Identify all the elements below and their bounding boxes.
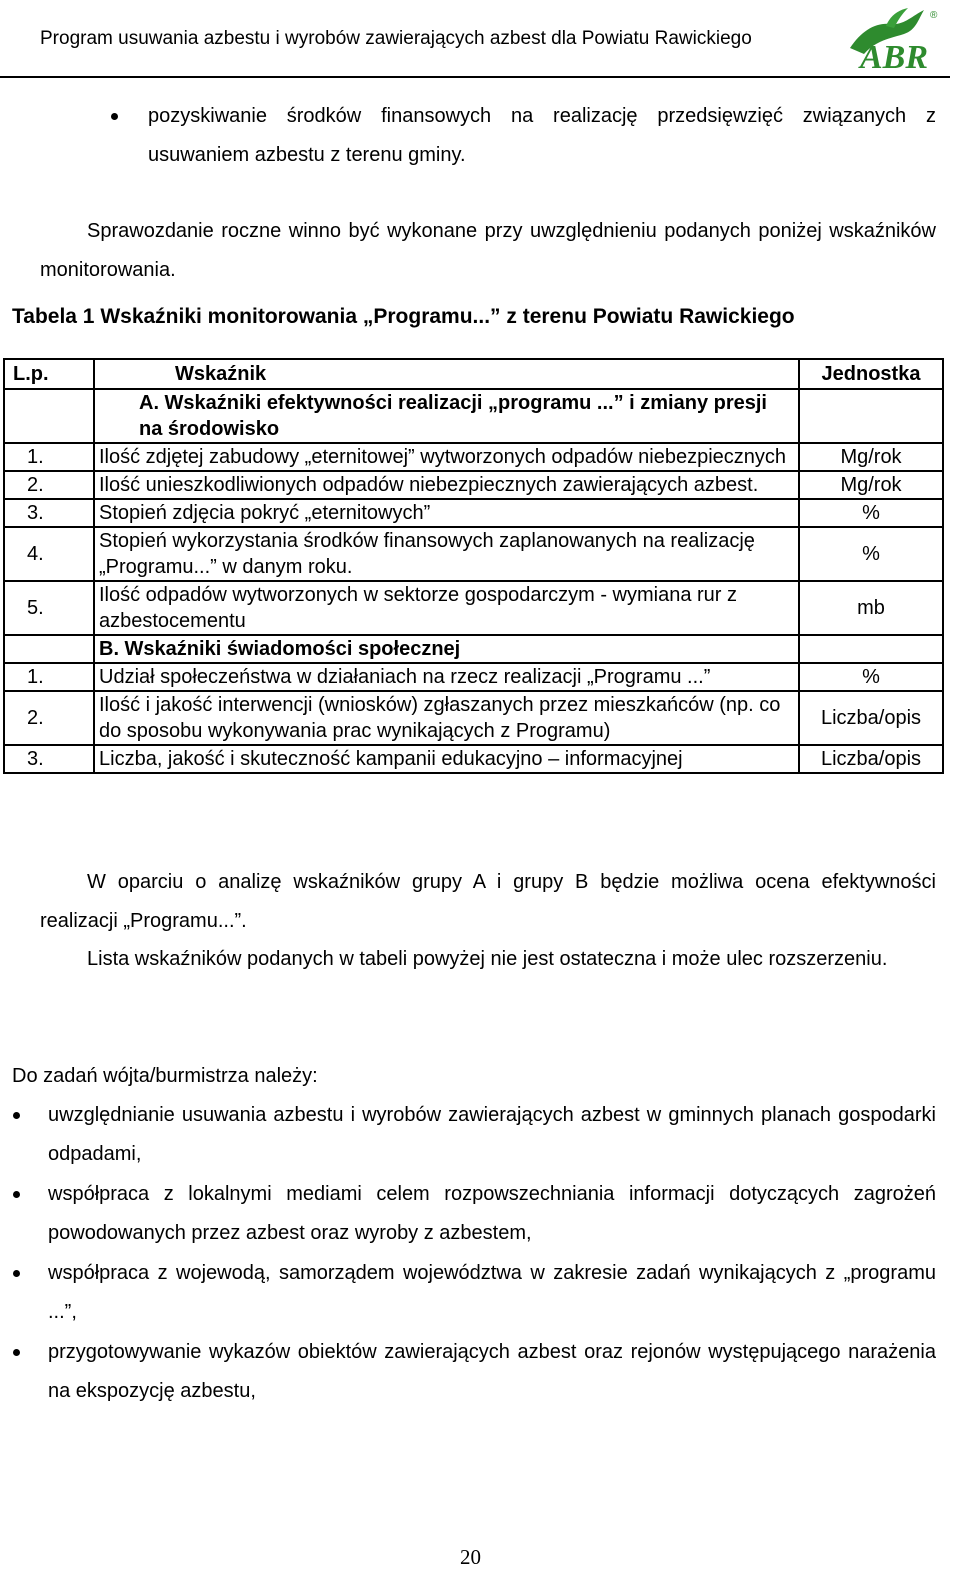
row-indicator: Ilość unieszkodliwionych odpadów niebezpiecznych zawierających azbest.	[94, 471, 799, 499]
logo-text: ABR	[860, 39, 929, 74]
table-row	[4, 443, 943, 471]
row-indicator: Liczba, jakość i skuteczność kampanii edukacyjno – informacyjnej	[94, 745, 799, 773]
header-lp: L.p.	[4, 359, 94, 389]
bullet-dot	[13, 1349, 20, 1356]
row-unit: %	[799, 499, 943, 527]
row-unit: Liczba/opis	[799, 691, 943, 745]
header-indicator: Wskaźnik	[94, 359, 799, 389]
top-bullet-text: pozyskiwanie środków finansowych na realizację przedsięwzięć związanych z usuwaniem azbestu z terenu gminy.	[148, 105, 936, 166]
section-b-row	[4, 635, 943, 663]
row-indicator: Ilość zdjętej zabudowy „eternitowej” wytworzonych odpadów niebezpiecznych	[94, 443, 799, 471]
duty-item: uwzględnianie usuwania azbestu i wyrobów zawierających azbest w gminnych planach gospodarki odpadami,	[48, 1104, 936, 1165]
duties-heading: Do zadań wójta/burmistrza należy:	[12, 1065, 318, 1087]
row-unit: Mg/rok	[799, 443, 943, 471]
table-row	[4, 471, 943, 499]
table-caption: Tabela 1 Wskaźniki monitorowania „Programu...” z terenu Powiatu Rawickiego	[12, 305, 795, 328]
row-lp: 4.	[4, 527, 94, 581]
row-lp: 1.	[4, 663, 94, 691]
header-unit: Jednostka	[799, 359, 943, 389]
section-a-row	[4, 389, 943, 443]
table-row	[4, 581, 943, 635]
duty-item: współpraca z wojewodą, samorządem województwa w zakresie zadań wynikających z „programu ...”,	[48, 1262, 936, 1323]
indicators-table	[3, 358, 944, 774]
registered-mark: ®	[930, 10, 938, 21]
table-row	[4, 691, 943, 745]
abr-logo-mark	[846, 4, 942, 74]
row-unit: %	[799, 663, 943, 691]
bullet-dot	[13, 1112, 20, 1119]
section-a-cell	[94, 389, 799, 443]
analysis-paragraph: W oparciu o analizę wskaźników grupy A i grupy B będzie możliwa ocena efektywności realizacji „Programu...”.	[40, 871, 936, 932]
row-indicator: Udział społeczeństwa w działaniach na rzecz realizacji „Programu ...”	[94, 663, 799, 691]
section-b-title: B. Wskaźniki świadomości społecznej	[94, 635, 799, 663]
row-lp: 5.	[4, 581, 94, 635]
duty-item: współpraca z lokalnymi mediami celem rozpowszechniania informacji dotyczących zagrożeń powodowanych przez azbest oraz wyroby z azbestem,	[48, 1183, 936, 1244]
row-lp: 3.	[4, 499, 94, 527]
bullet-dot	[111, 113, 118, 120]
row-indicator: Stopień zdjęcia pokryć „eternitowych”	[94, 499, 799, 527]
row-unit: mb	[799, 581, 943, 635]
row-unit: Liczba/opis	[799, 745, 943, 773]
table-header-row	[4, 359, 943, 389]
row-lp: 2.	[4, 691, 94, 745]
row-unit: %	[799, 527, 943, 581]
row-unit: Mg/rok	[799, 471, 943, 499]
row-indicator: Ilość odpadów wytworzonych w sektorze gospodarczym - wymiana rur z azbestocementu	[94, 581, 799, 635]
page-header	[0, 0, 960, 78]
table-row	[4, 527, 943, 581]
row-lp: 3.	[4, 745, 94, 773]
abr-logo	[846, 4, 942, 74]
section-a-title: A. Wskaźniki efektywności realizacji „programu ...” i zmiany presji na środowisko	[139, 392, 767, 440]
row-indicator: Ilość i jakość interwencji (wniosków) zgłaszanych przez mieszkańców (np. co do sposobu wykonywania prac wynikających z Programu)	[94, 691, 799, 745]
row-lp: 2.	[4, 471, 94, 499]
row-lp: 1.	[4, 443, 94, 471]
page-number: 20	[460, 1545, 481, 1569]
header-rule	[0, 76, 950, 78]
list-note-paragraph: Lista wskaźników podanych w tabeli powyżej nie jest ostateczna i może ulec rozszerzeniu.	[87, 948, 888, 970]
duty-item: przygotowywanie wykazów obiektów zawierających azbest oraz rejonów występującego narażenia na ekspozycję azbestu,	[48, 1341, 936, 1402]
bullet-dot	[13, 1191, 20, 1198]
header-title: Program usuwania azbestu i wyrobów zawierających azbest dla Powiatu Rawickiego	[40, 28, 752, 49]
table-row	[4, 499, 943, 527]
bullet-dot	[13, 1270, 20, 1277]
intro-paragraph: Sprawozdanie roczne winno być wykonane przy uwzględnieniu podanych poniżej wskaźników monitorowania.	[40, 220, 936, 281]
table-row	[4, 663, 943, 691]
row-indicator: Stopień wykorzystania środków finansowych zaplanowanych na realizację „Programu...” w danym roku.	[94, 527, 799, 581]
table-row	[4, 745, 943, 773]
